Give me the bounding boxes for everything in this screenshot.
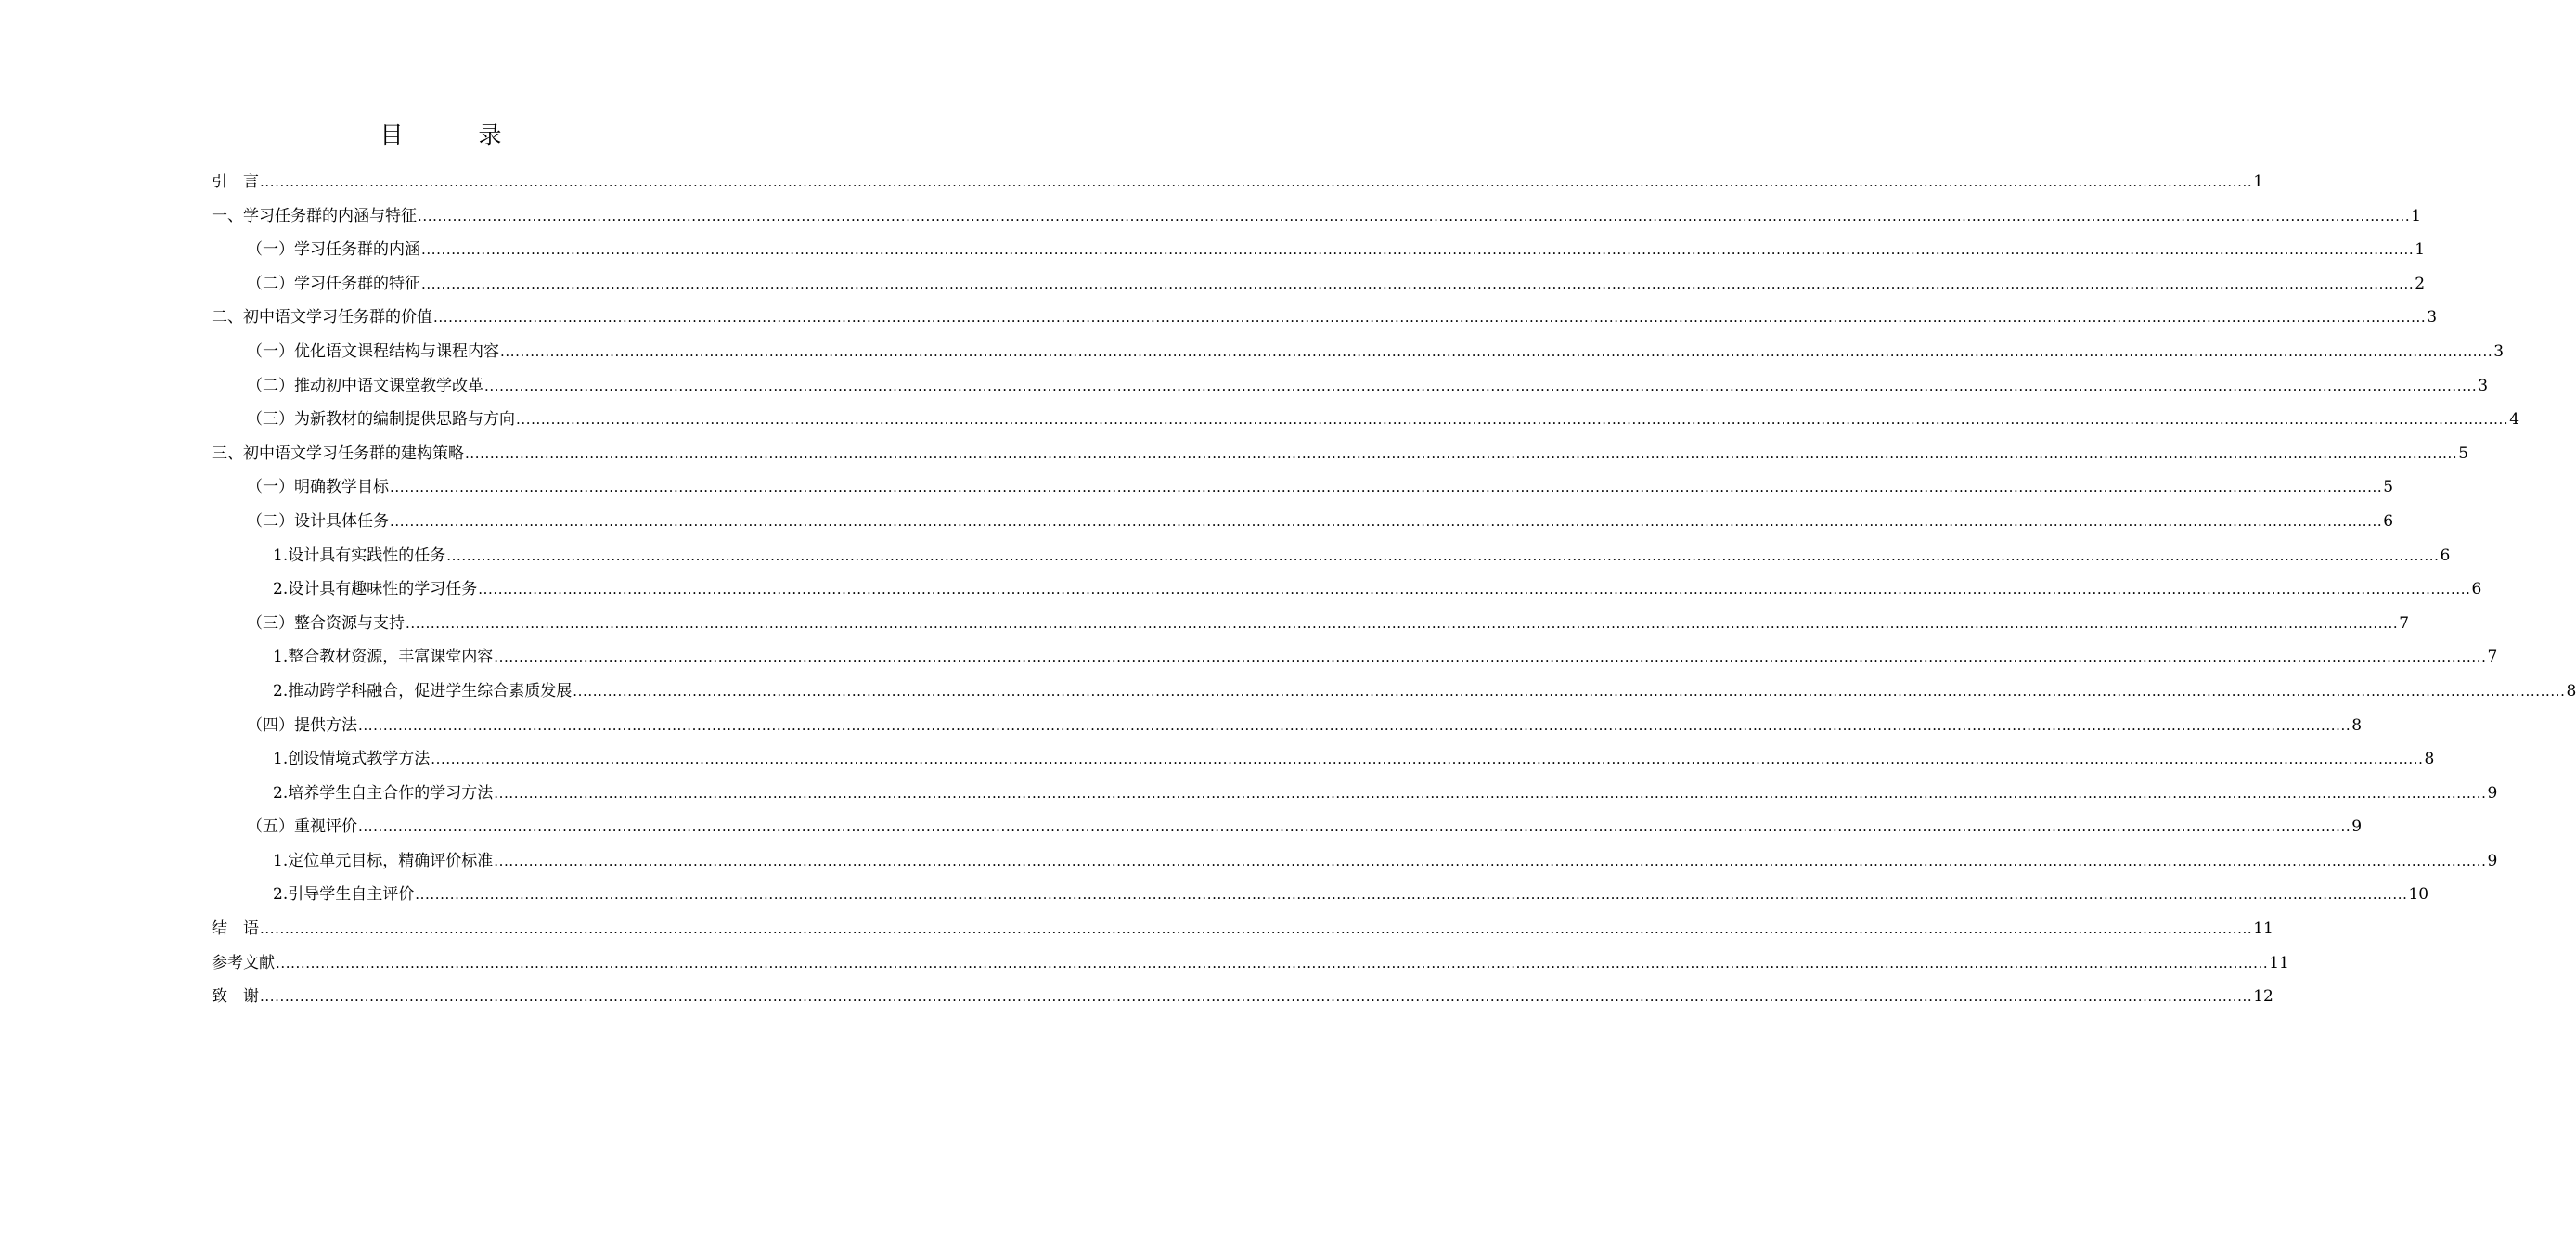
toc-dot-leader: ................................................................................................................................................................................................................................................................................................................................................................................................................	[415, 886, 2408, 904]
toc-entry[interactable]	[212, 572, 2482, 607]
toc-entry-label: 1.整合教材资源，丰富课堂内容	[273, 648, 494, 667]
toc-entry-label: 引 言	[212, 173, 259, 191]
toc-dot-leader: ................................................................................................................................................................................................................................................................................................................................................................................................................	[260, 988, 2253, 1006]
toc-dot-leader: ................................................................................................................................................................................................................................................................................................................................................................................................................	[500, 342, 2493, 360]
toc-entry-label: （三）整合资源与支持	[247, 613, 405, 633]
toc-entry[interactable]	[212, 165, 2264, 199]
toc-entry[interactable]	[212, 675, 2576, 709]
toc-dot-leader: ................................................................................................................................................................................................................................................................................................................................................................................................................	[421, 275, 2415, 292]
toc-list	[212, 165, 2576, 1014]
toc-entry-label: （五）重视评价	[247, 817, 357, 837]
toc-entry-page: 8	[2351, 715, 2363, 735]
toc-dot-leader: ................................................................................................................................................................................................................................................................................................................................................................................................................	[478, 581, 2471, 598]
toc-entry[interactable]	[212, 505, 2394, 539]
toc-entry[interactable]	[212, 233, 2426, 267]
toc-dot-leader: ................................................................................................................................................................................................................................................................................................................................................................................................................	[390, 479, 2383, 496]
toc-entry-label: （四）提供方法	[247, 715, 357, 735]
toc-dot-leader: ................................................................................................................................................................................................................................................................................................................................................................................................................	[433, 309, 2427, 327]
toc-entry-label: 一、学习任务群的内涵与特征	[212, 206, 417, 225]
toc-entry-page: 1	[2253, 173, 2264, 191]
toc-entry[interactable]	[212, 539, 2451, 573]
toc-entry-page: 4	[2509, 410, 2520, 430]
toc-dot-leader: ................................................................................................................................................................................................................................................................................................................................................................................................................	[494, 852, 2487, 869]
toc-entry-page: 11	[2269, 953, 2289, 972]
toc-dot-leader: ................................................................................................................................................................................................................................................................................................................................................................................................................	[390, 512, 2383, 530]
toc-entry-page: 12	[2253, 987, 2273, 1007]
toc-entry[interactable]	[212, 369, 2489, 404]
toc-entry-page: 3	[2493, 341, 2505, 361]
toc-entry-label: 结 语	[212, 919, 259, 939]
toc-entry-page: 8	[2566, 681, 2576, 701]
toc-entry-label: 致 谢	[212, 987, 259, 1007]
toc-entry-label: （一）学习任务群的内涵	[247, 240, 420, 260]
toc-entry-page: 6	[2471, 580, 2482, 599]
toc-entry-label: （二）推动初中语文课堂教学改革	[247, 376, 483, 395]
toc-dot-leader: ................................................................................................................................................................................................................................................................................................................................................................................................................	[406, 614, 2399, 632]
toc-entry-label: 1.设计具有实践性的任务	[273, 546, 446, 565]
toc-entry[interactable]	[212, 709, 2363, 743]
toc-entry-page: 9	[2351, 817, 2363, 837]
toc-entry[interactable]	[212, 301, 2438, 335]
toc-entry[interactable]	[212, 980, 2273, 1014]
toc-dot-leader: ................................................................................................................................................................................................................................................................................................................................................................................................................	[494, 784, 2487, 802]
toc-entry[interactable]	[212, 403, 2520, 437]
toc-dot-leader: ................................................................................................................................................................................................................................................................................................................................................................................................................	[465, 444, 2458, 462]
toc-entry[interactable]	[212, 470, 2394, 505]
toc-entry-page: 5	[2383, 478, 2394, 497]
toc-entry[interactable]	[212, 640, 2498, 675]
toc-entry-page: 6	[2440, 546, 2451, 565]
toc-entry[interactable]	[212, 267, 2426, 302]
toc-entry-page: 9	[2487, 783, 2498, 803]
toc-entry[interactable]	[212, 437, 2469, 471]
toc-entry-label: 1.定位单元目标，精确评价标准	[273, 851, 494, 870]
toc-dot-leader: ................................................................................................................................................................................................................................................................................................................................................................................................................	[573, 682, 2566, 700]
toc-entry-label: （三）为新教材的编制提供思路与方向	[247, 410, 515, 430]
toc-dot-leader: ................................................................................................................................................................................................................................................................................................................................................................................................................	[418, 207, 2411, 225]
toc-dot-leader: ................................................................................................................................................................................................................................................................................................................................................................................................................	[421, 241, 2415, 259]
toc-entry-label: 二、初中语文学习任务群的价值	[212, 308, 432, 328]
toc-entry[interactable]	[212, 810, 2363, 844]
toc-dot-leader: ................................................................................................................................................................................................................................................................................................................................................................................................................	[484, 377, 2478, 394]
toc-entry-label: （一）优化语文课程结构与课程内容	[247, 341, 499, 361]
toc-dot-leader: ................................................................................................................................................................................................................................................................................................................................................................................................................	[431, 751, 2424, 768]
toc-entry-label: 三、初中语文学习任务群的建构策略	[212, 444, 464, 463]
toc-entry[interactable]	[212, 878, 2429, 912]
toc-entry-label: （二）设计具体任务	[247, 511, 389, 531]
toc-dot-leader: ................................................................................................................................................................................................................................................................................................................................................................................................................	[260, 174, 2253, 190]
toc-entry[interactable]	[212, 844, 2498, 879]
toc-entry-page: 3	[2478, 376, 2489, 395]
toc-entry-page: 7	[2487, 648, 2498, 667]
toc-dot-leader: ................................................................................................................................................................................................................................................................................................................................................................................................................	[446, 546, 2440, 564]
toc-entry-page: 1	[2415, 240, 2426, 260]
toc-title: 目 录	[380, 122, 528, 148]
toc-entry-page: 5	[2458, 444, 2469, 463]
toc-dot-leader: ................................................................................................................................................................................................................................................................................................................................................................................................................	[260, 920, 2253, 938]
toc-entry[interactable]	[212, 607, 2410, 641]
toc-entry-page: 8	[2424, 750, 2435, 769]
toc-entry-label: （一）明确教学目标	[247, 478, 389, 497]
toc-entry[interactable]	[212, 335, 2505, 369]
toc-entry-page: 3	[2427, 308, 2438, 328]
toc-entry-page: 10	[2408, 885, 2429, 905]
toc-entry[interactable]	[212, 742, 2435, 777]
toc-entry-label: 1.创设情境式教学方法	[273, 750, 431, 769]
toc-entry[interactable]	[212, 199, 2422, 234]
toc-dot-leader: ................................................................................................................................................................................................................................................................................................................................................................................................................	[516, 411, 2509, 429]
toc-entry-label: 2.推动跨学科融合，促进学生综合素质发展	[273, 681, 573, 701]
toc-entry-page: 6	[2383, 511, 2394, 531]
toc-entry[interactable]	[212, 777, 2498, 811]
toc-entry-page: 9	[2487, 851, 2498, 870]
toc-entry-label: 2.培养学生自主合作的学习方法	[273, 783, 494, 803]
toc-entry-page: 11	[2253, 919, 2273, 939]
toc-entry-label: 2.引导学生自主评价	[273, 885, 415, 905]
toc-entry-page: 7	[2399, 613, 2410, 633]
toc-entry-label: 2.设计具有趣味性的学习任务	[273, 580, 478, 599]
toc-entry-page: 1	[2411, 206, 2422, 225]
toc-dot-leader: ................................................................................................................................................................................................................................................................................................................................................................................................................	[276, 954, 2269, 971]
toc-dot-leader: ................................................................................................................................................................................................................................................................................................................................................................................................................	[358, 818, 2351, 836]
toc-entry[interactable]	[212, 946, 2289, 981]
toc-entry-page: 2	[2415, 274, 2426, 293]
toc-dot-leader: ................................................................................................................................................................................................................................................................................................................................................................................................................	[494, 649, 2487, 666]
toc-entry[interactable]	[212, 912, 2273, 946]
toc-entry-label: （二）学习任务群的特征	[247, 274, 420, 293]
toc-entry-label: 参考文献	[212, 953, 275, 972]
toc-dot-leader: ................................................................................................................................................................................................................................................................................................................................................................................................................	[358, 716, 2351, 734]
